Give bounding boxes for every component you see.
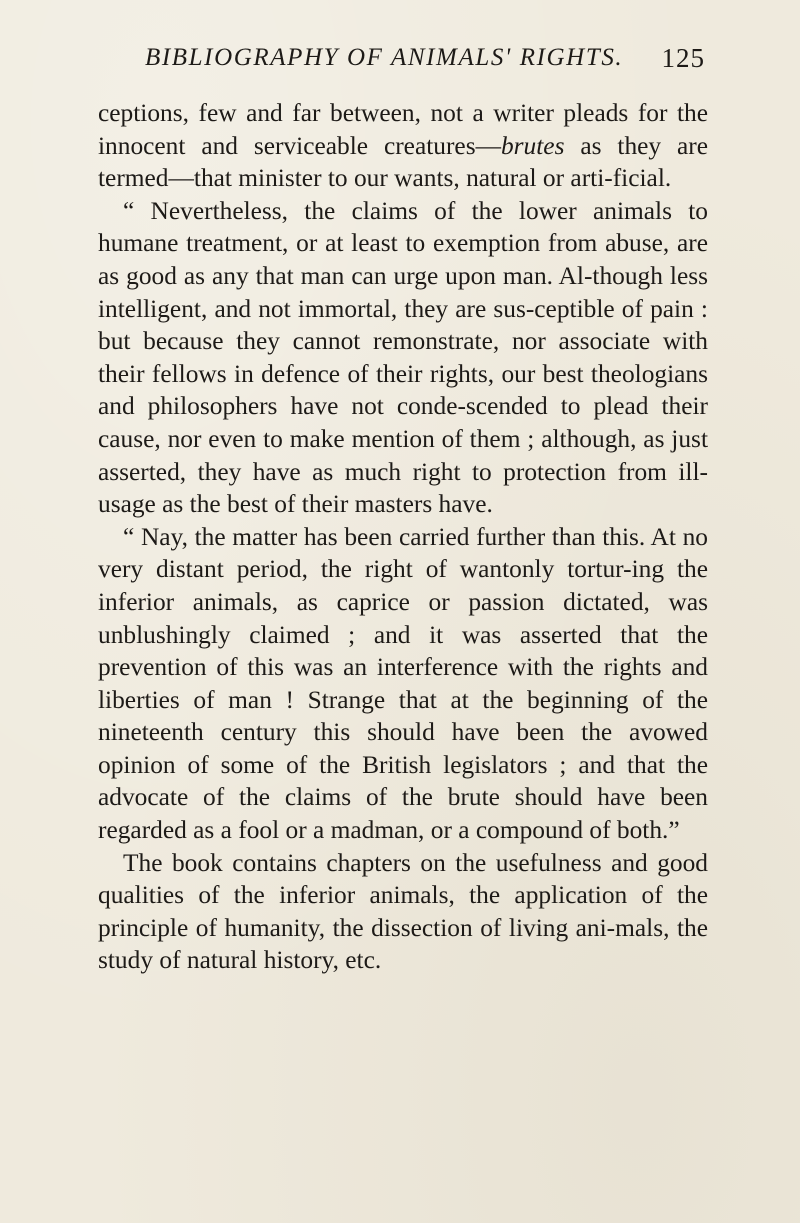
paragraph-text: ceptions, few and far between, not a writer pleads for the innocent and serviceable creatures— xyxy=(98,99,708,160)
paragraph-quote-2: “ Nay, the matter has been carried further than this. At no very distant period, the right of wantonly tortur-ing the inferior animals, as caprice or passion dictated, was unblushingly claimed ; and it was asserted that the prevention of this was an interference with the rights and liberties of man ! Strange that at the beginning of the nineteenth century this should have been the avowed opinion of some of the British legislators ; and that the advocate of the claims of the brute should have been regarded as a fool or a madman, or a compound of both.” xyxy=(98,522,708,845)
paragraph-continuation xyxy=(98,97,708,195)
page-number: 125 xyxy=(661,43,705,73)
paragraph-text: as they are termed—that minister to our wants, natural or arti-ficial. xyxy=(98,131,708,193)
paragraph-summary: The book contains chapters on the usefulness and good qualities of the inferior animals, the application of the principle of humanity, the dissection of living ani-mals, the study of natural history, etc. xyxy=(98,848,708,975)
paragraph-quote-1: “ Nevertheless, the claims of the lower animals to humane treatment, or at least to exemption from abuse, are as good as any that man can urge upon man. Al-though less intelligent, and not immortal, they are sus-ceptible of pain : but because they cannot remonstrate, nor associate with their fellows in defence of their rights, our best theologians and philosophers have not conde-scended to plead their cause, nor even to make mention of them ; although, as just asserted, they have as much right to protection from ill-usage as the best of their masters have. xyxy=(98,196,708,519)
body-text xyxy=(98,97,708,977)
running-head: BIBLIOGRAPHY OF ANIMALS' RIGHTS. xyxy=(145,44,624,71)
page-header xyxy=(145,40,705,76)
emphasized-word: brutes xyxy=(500,131,565,160)
